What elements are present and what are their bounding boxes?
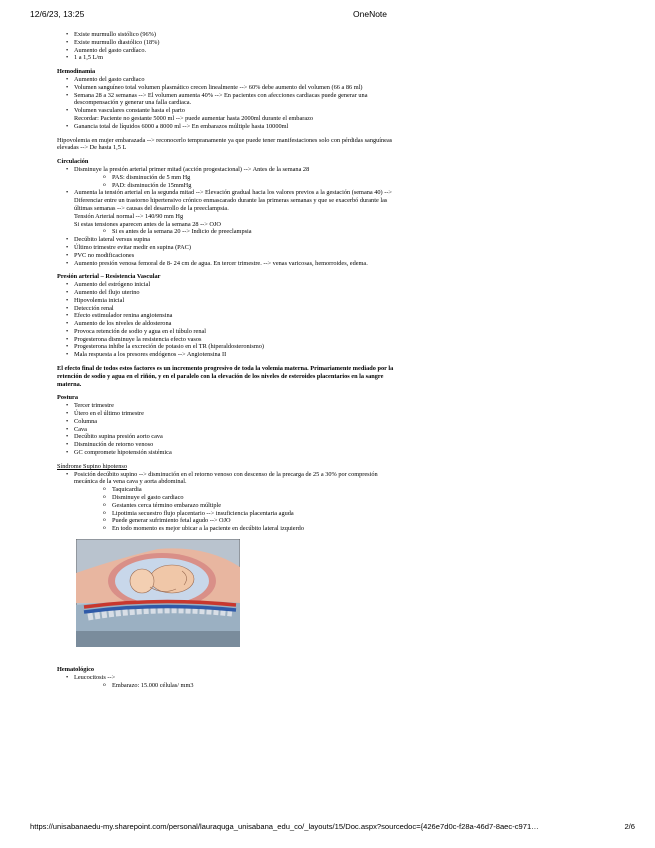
list-item: • PVC no modificaciones (57, 252, 397, 260)
circulacion-sublist (91, 228, 397, 236)
page-number: 2/6 (624, 822, 635, 831)
sublist-item: o Embarazo: 15.000 células/ mm3 (91, 682, 397, 690)
sindrome-sublist (91, 486, 397, 533)
list-item: • Aumento de los niveles de aldosterona (57, 320, 397, 328)
list-item-text: Si estas tensiones aparecen antes de la semana 28 --> OJO (74, 220, 221, 228)
list-item: • Mala respuesta a los presores endógenos --> Angiotensina II (57, 351, 397, 359)
hematologico-sublist (91, 682, 397, 690)
volemia-conclusion: El efecto final de todos estos factores es un incremento progresivo de toda la volemia materna. Primariamente mediado por la retención de sodio y agua en el riñón, y en el paralelo con la elevación de los niveles de esteroides placentarios en la sangre materna. (57, 365, 394, 388)
list-item: • Progesterona inhibe la excreción de potasio en el TR (hiperaldosteronismo) (57, 343, 397, 351)
list-item: • Volumen sanguíneo total volumen plasmático crecen linealmente --> 60% debe aumento del volumen (66 a 86 ml) (57, 84, 397, 92)
list-item: • Hipovolemia inicial (57, 297, 397, 305)
hemodinamia-list (57, 76, 397, 131)
list-item-text: Disminuye la presión arterial primer mitad (acción progestacional) --> Antes de la semana 28 (74, 165, 310, 173)
sublist-item: o Gestantes cerca término embarazo múltiple (91, 502, 397, 510)
list-item-text: Leucocitosis --> (74, 673, 116, 681)
list-item: • Existe murmullo sistólico (96%) (57, 31, 397, 39)
sublist-item: o Lipotimia secuestro flujo placentario --> insuficiencia placentaria aguda (91, 510, 397, 518)
hipovolemia-note: Hipovolemia en mujer embarazada --> reconocerlo tempranamente ya que puede tener manifestaciones solo con pérdidas sanguíneas elevadas --> De hasta 1,5 L (57, 136, 393, 152)
section-title-hematologico: Hematológico (57, 666, 95, 674)
list-item-text: Volumen vasculares constante hasta el parto (74, 107, 185, 115)
list-item-text: Posición decúbito supino --> disminución en el retorno venoso con descenso de la precarga de 25 a 30% por compresión mecánica de la vena cava y aorta abdominal. (74, 470, 378, 486)
hematologico-list (57, 674, 397, 690)
list-item: • Último trimestre evitar medir en supina (PAC) (57, 244, 397, 252)
list-item: • 1 a 1,5 L/m (57, 54, 397, 62)
list-item (57, 166, 397, 189)
list-item: • Aumento del gasto cardíaco. (57, 47, 397, 55)
list-item: • Disminución de retorno venoso (57, 441, 397, 449)
list-item: • Aumento presión venosa femoral de 8- 24 cm de agua. En tercer trimestre. --> venas varicosas, hemorroides, edema. (57, 260, 397, 268)
list-item: • Provoca retención de sodio y agua en el túbulo renal (57, 328, 397, 336)
sublist-item: o Disminuye el gasto cardiaco (91, 494, 397, 502)
print-footer (30, 822, 635, 834)
app-name: OneNote (353, 9, 388, 19)
list-item-text: Recordar: Paciente no gestante 5000 ml --> puede aumentar hasta 2000ml durante el embarazo (74, 114, 314, 122)
page-url: https://unisabanaedu-my.sharepoint.com/personal/lauraquga_unisabana_edu_co/_layouts/15/Doc.aspx?sourcedoc={426e7d0c-f28a-46d7-8aec-c971… (30, 822, 539, 831)
pregnancy-cross-section-illustration (76, 539, 240, 647)
list-item-text: Aumenta la tensión arterial en la segunda mitad --> Elevación gradual hacia los valores previos a la gestación (semana 40) --> Diferenciar entre un trastorno hipertensivo crónico enmascarado durante las primeras semanas y que se exacerbó durante las últimas semanas --> causas del desarrollo de la preeclampsia. (74, 189, 392, 212)
list-item: • Detección renal (57, 305, 397, 313)
sublist-item: o Taquicardia (91, 486, 397, 494)
list-item: • Decúbito lateral versus supina (57, 236, 397, 244)
list-item: • Semana 28 a 32 semanas --> El volumen aumenta 40% --> En pacientes con afecciones cardiacas puede generar una descompensación y generar una falla cardiaca. (57, 92, 397, 108)
list-item: • Útero en el último trimestre (57, 410, 397, 418)
list-item (57, 107, 397, 123)
section-title-hemodinamia: Hemodinamia (57, 68, 96, 76)
sublist-item: o Puede generar sufrimiento fetal agudo --> OJO (91, 517, 397, 525)
sindrome-list (57, 471, 397, 533)
section-title-postura: Postura (57, 394, 78, 402)
list-item: • Ganancia total de líquidos 6000 a 8000 ml --> En embarazos múltiple hasta 10000ml (57, 123, 397, 131)
list-item: • GC compromete hipotensión sistémica (57, 449, 397, 457)
list-item: • Aumento del flujo uterino (57, 289, 397, 297)
sublist-item: o En todo momento es mejor ubicar a la paciente en decúbito lateral izquierdo (91, 525, 397, 533)
list-item-text: Tensión Arterial normal --> 140/90 mm Hg (74, 212, 184, 220)
list-item: • Tercer trimestre (57, 402, 397, 410)
list-item: • Aumento del estrógeno inicial (57, 281, 397, 289)
sublist-item: o PAD: disminución de 15mmHg (91, 182, 397, 190)
page-content (57, 31, 397, 815)
section-title-presion: Presión arterial – Resistencia Vascular (57, 273, 161, 281)
list-item: • Progesterona disminuye la resistencia efecto vasos (57, 336, 397, 344)
list-item: • Efecto estimulador renina angiotensina (57, 312, 397, 320)
supine-compression-figure (76, 539, 240, 647)
section-title-sindrome: Síndrome Supino hipotenso (57, 462, 127, 470)
list-item: • Existe murmullo diastólico (18%) (57, 39, 397, 47)
intro-list (57, 31, 397, 62)
list-item: • Columna (57, 418, 397, 426)
list-item (57, 189, 397, 236)
sublist-item: o Si es antes de la semana 20 --> Indicio de preeclampsia (91, 228, 397, 236)
list-item (57, 674, 397, 690)
list-item: • Cava (57, 426, 397, 434)
postura-list (57, 402, 397, 457)
list-item (57, 471, 397, 533)
list-item: • Decúbito supina presión aorto cava (57, 433, 397, 441)
circulacion-list (57, 166, 397, 267)
print-header (30, 9, 625, 23)
section-title-circulacion: Circulación (57, 158, 89, 166)
sublist-item: o PAS: disminución de 5 mm Hg (91, 174, 397, 182)
presion-list (57, 281, 397, 359)
print-datetime: 12/6/23, 13:25 (30, 9, 85, 19)
circulacion-sublist (91, 174, 397, 190)
list-item: • Aumento del gasto cardiaco (57, 76, 397, 84)
